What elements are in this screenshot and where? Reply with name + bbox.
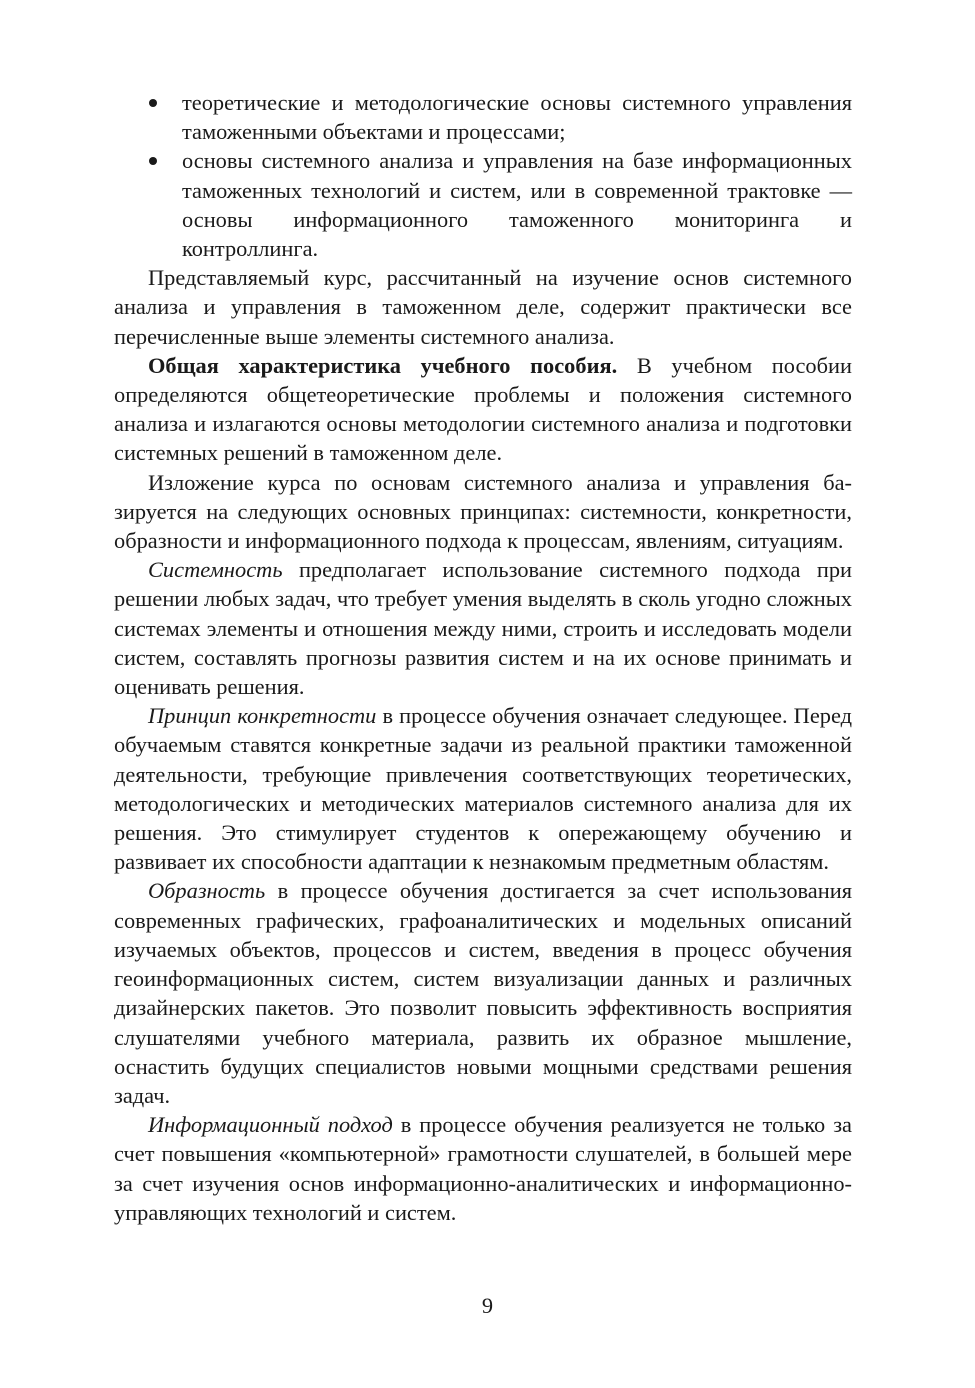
term-italic: Принцип конкретности bbox=[148, 703, 377, 729]
paragraph-systemness bbox=[114, 555, 852, 701]
term-italic: Информационный подход bbox=[148, 1112, 393, 1138]
term-italic: Образность bbox=[148, 878, 266, 904]
paragraph-text: предполагает использование системного подхода при решении любых задач, что требует умения выделять в сколь угодно сложных системах элементы и отношения между ними, строить и исследовать модели систем, составлять прогнозы развития систем и на их основе принимать и оценивать решения. bbox=[114, 557, 852, 700]
section-heading: Общая характеристика учебного пособия. bbox=[148, 352, 618, 378]
paragraph-principles: Изложение курса по основам системного анализа и управления базируется на следующих основных принципах: системности, конкретности, образности и информационного подхода к процессам, явлениям, ситуациям. bbox=[114, 469, 852, 554]
list-item bbox=[182, 146, 852, 263]
bullet-list bbox=[182, 88, 852, 263]
page-body bbox=[114, 88, 852, 1227]
paragraph-concreteness bbox=[114, 701, 852, 876]
list-item-text: теоретические и методологические основы системного управления таможенными объектами и процессами; bbox=[182, 90, 852, 145]
paragraph-imagery bbox=[114, 876, 852, 1110]
paragraph-information-approach bbox=[114, 1110, 852, 1227]
paragraph-general-characteristic bbox=[114, 351, 852, 468]
paragraph-text: в процессе обучения реализуется не только за счет повышения «компьютерной» грамотности слушателей, в большей мере за счет изучения основ информационно-аналитических и информационно-управляющих технологий и систем. bbox=[114, 1112, 852, 1225]
paragraph-text: в процессе обучения означает следующее. Перед обучаемым ставятся конкретные задачи из реальной практики таможенной деятельности, требующие привлечения соответствующих теоретических, методологических и методических материалов системного анализа для их решения. Это стимулирует студентов к опережающему обучению и развивает их способности адаптации к незнакомым предметным областям. bbox=[114, 703, 852, 875]
list-item-text: основы системного анализа и управления на базе информационных таможенных технологий и систем, или в современной трактовке — основы информационного таможенного мониторинга и контроллинга. bbox=[182, 148, 852, 262]
paragraph-course-intro: Представляемый курс, рассчитанный на изучение основ системного анализа и управления в таможенном деле, содержит практически все перечисленные выше элементы системного анализа. bbox=[114, 265, 852, 349]
paragraph-text: в процессе обучения достигается за счет использования современных графических, графоаналитических и модельных описаний изучаемых объектов, процессов и систем, введения в процесс обучения геоинформационных систем, систем визуализации данных и различных дизайнерских пакетов. Это позволит повысить эффективность восприятия слушателями учебного материала, развить их образное мышление, оснастить будущих специалистов новыми мощными средствами решения задач. bbox=[114, 878, 852, 1108]
paragraph-text: В учебном пособии определяются общетеоретические проблемы и положения системного анализа и излагаются основы методологии системного анализа и подготовки системных решений в таможенном деле. bbox=[114, 352, 852, 466]
bullet-icon bbox=[149, 157, 157, 165]
term-italic: Системность bbox=[148, 557, 283, 583]
bullet-icon bbox=[149, 99, 157, 107]
page-number: 9 bbox=[481, 1293, 494, 1318]
list-item bbox=[182, 88, 852, 146]
